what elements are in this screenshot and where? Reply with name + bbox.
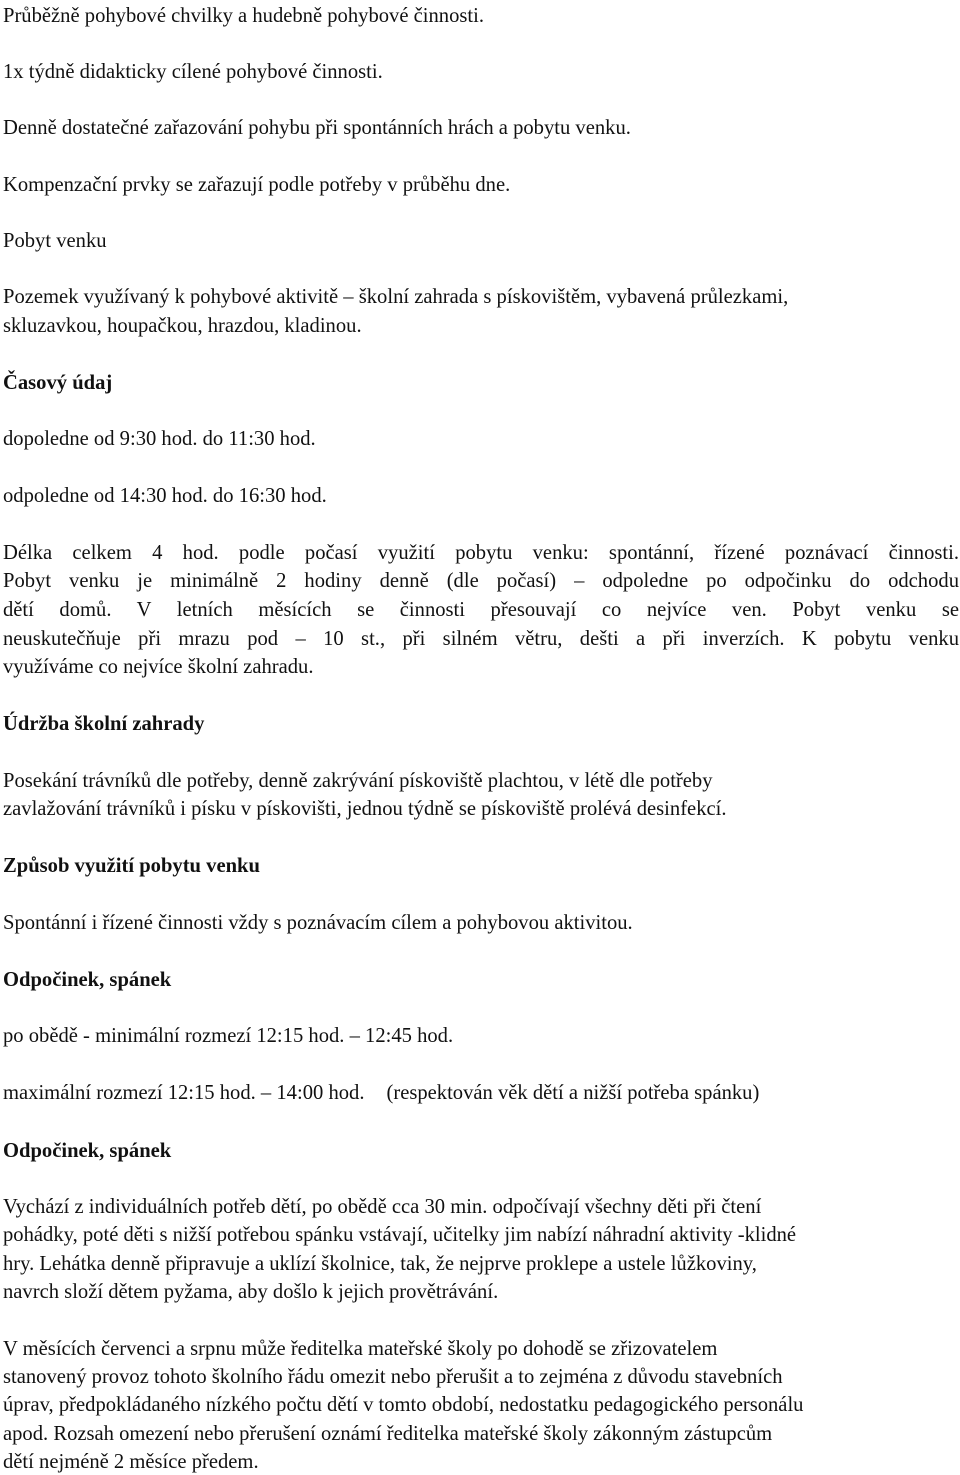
paragraph-line: dětí domů. V letních měsících se činnosti přesouvají co nejvíce ven. Pobyt venku se [3,599,959,621]
paragraph-line: pohádky, poté děti s nižší potřebou spánku vstávají, učitelky jim nabízí náhradní aktivity -klidné [3,1224,797,1246]
rest-max-range: maximální rozmezí 12:15 hod. – 14:00 hod. [3,1082,365,1104]
paragraph-line: Pobyt venku je minimálně 2 hodiny denně (dle počasí) – odpoledne po odpočinku do odchodu [3,570,959,592]
paragraph-line: neuskutečňuje při mrazu pod – 10 st., při silném větru, dešti a při inverzích. K pobytu venku [3,628,959,650]
paragraph-line: apod. Rozsah omezení nebo přerušení oznámí ředitelka mateřské školy zákonným zástupcům [3,1423,773,1445]
rest-note: (respektován věk dětí a nižší potřeba spánku) [386,1082,760,1104]
paragraph-line: Kompenzační prvky se zařazují podle potřeby v průběhu dne. [3,174,511,196]
paragraph-line: Pozemek využívaný k pohybové aktivitě – školní zahrada s pískovištěm, vybavená průlezkami, [3,286,789,308]
time-afternoon: odpoledne od 14:30 hod. do 16:30 hod. [3,485,327,507]
paragraph-line: Délka celkem 4 hod. podle počasí využití pobytu venku: spontánní, řízené poznávací činnosti. [3,542,959,564]
heading-zpusob: Způsob využití pobytu venku [3,855,260,877]
paragraph-line [3,1083,759,1104]
paragraph-line: V měsících červenci a srpnu může ředitelka mateřské školy po dohodě se zřizovatelem [3,1338,718,1360]
heading-odpocinek: Odpočinek, spánek [3,1140,172,1162]
paragraph-line: úprav, předpokládaného nízkého počtu dětí v tomto období, nedostatku pedagogického personálu [3,1394,804,1416]
heading-odpocinek: Odpočinek, spánek [3,969,172,991]
heading-casovy-udaj: Časový údaj [3,372,113,394]
paragraph-line: po obědě - minimální rozmezí 12:15 hod. – 12:45 hod. [3,1025,454,1047]
paragraph-line: hry. Lehátka denně připravuje a uklízí školnice, tak, že nejprve proklepe a ustele lůžkoviny, [3,1253,757,1275]
paragraph-line: stanovený provoz tohoto školního řádu omezit nebo přerušit a to zejména z důvodu stavebních [3,1366,783,1388]
paragraph-line: Posekání trávníků dle potřeby, denně zakrývání pískoviště plachtou, v létě dle potřeby [3,770,713,792]
paragraph-line: Vychází z individuálních potřeb dětí, po obědě cca 30 min. odpočívají všechny děti při čtení [3,1196,762,1218]
paragraph-line: Denně dostatečné zařazování pohybu při spontánních hrách a pobytu venku. [3,117,631,139]
paragraph-line: skluzavkou, houpačkou, hrazdou, kladinou. [3,315,362,337]
paragraph-line: zavlažování trávníků i písku v pískovišti, jednou týdně se pískoviště prolévá desinfekcí. [3,798,727,820]
paragraph-line: Průběžně pohybové chvilky a hudebně pohybové činnosti. [3,5,484,27]
paragraph-line: dětí nejméně 2 měsíce předem. [3,1451,259,1473]
paragraph-line: Spontánní i řízené činnosti vždy s poznávacím cílem a pohybovou aktivitou. [3,912,633,934]
paragraph-line: 1x týdně didakticky cílené pohybové činnosti. [3,61,383,83]
time-morning: dopoledne od 9:30 hod. do 11:30 hod. [3,428,316,450]
heading-udrzba: Údržba školní zahrady [3,713,205,735]
heading-pobyt-venku: Pobyt venku [3,230,107,252]
paragraph-line: navrch složí dětem pyžama, aby došlo k jejich provětrávání. [3,1281,499,1303]
paragraph-line: využíváme co nejvíce školní zahradu. [3,656,314,678]
